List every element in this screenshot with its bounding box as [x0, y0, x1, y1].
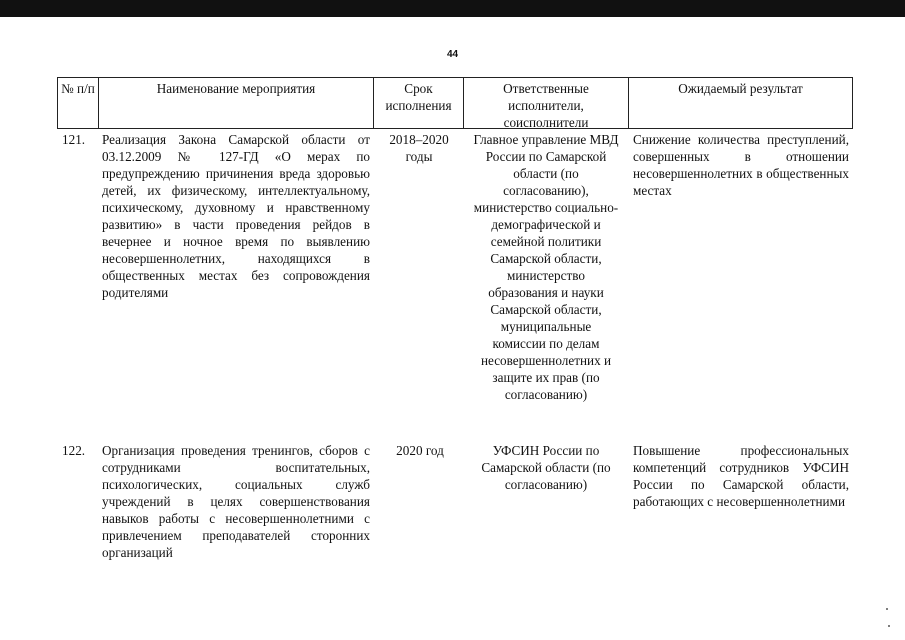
header-expected-result: Ожидаемый результат — [678, 81, 803, 96]
table-top-border — [57, 77, 853, 78]
row-deadline: 2018–2020 годы — [389, 132, 449, 164]
header-responsible: Ответственные исполнители, соисполнители — [503, 81, 589, 130]
table-header-bottom-border — [57, 128, 853, 129]
row-activity-name: Реализация Закона Самарской области от 03.12.2009 № 127-ГД «О мерах по предупреждению причинения вреда здоровью детей, их физическому, интеллектуальному, психическому, духовному и нравственному развитию» в части проведения рейдов в вечернее и ночное время по выявлению несовершеннолетних, находящихся в общественных местах без сопровождения родителями — [102, 132, 370, 300]
row-responsible: УФСИН России по Самарской области (по согласованию) — [481, 443, 611, 492]
table-col-divider — [373, 77, 374, 129]
row-expected-result: Снижение количества преступлений, совершенных в отношении несовершеннолетних в общественных местах — [633, 132, 849, 198]
table-col-divider — [628, 77, 629, 129]
scan-top-border — [0, 0, 905, 17]
row-number: 121. — [62, 132, 86, 147]
table-left-border — [57, 77, 58, 129]
table-right-border — [852, 77, 853, 129]
row-responsible: Главное управление МВД России по Самарской области (по согласованию), министерство социально-демографической и семейной политики Самарской области, министерство образования и науки Самарской области, муниципальные комиссии по делам несовершеннолетних и защите их прав (по согласованию) — [473, 132, 619, 402]
scan-speck — [888, 625, 890, 627]
row-deadline: 2020 год — [396, 443, 444, 458]
row-expected-result: Повышение профессиональных компетенций сотрудников УФСИН России по Самарской области, работающих с несовершеннолетними — [633, 443, 849, 509]
row-number: 122. — [62, 443, 86, 458]
header-number: № п/п — [61, 81, 95, 96]
header-deadline: Срок исполнения — [385, 81, 452, 113]
header-activity-name: Наименование мероприятия — [156, 81, 316, 96]
page-number: 44 — [446, 49, 459, 60]
scan-speck — [886, 608, 888, 610]
table-col-divider — [98, 77, 99, 129]
row-activity-name: Организация проведения тренингов, сборов с сотрудниками воспитательных, психологических, социальных служб учреждений в целях совершенствования навыков работы с несовершеннолетними с привлечением преподавателей сторонних организаций — [102, 443, 370, 560]
table-col-divider — [463, 77, 464, 129]
